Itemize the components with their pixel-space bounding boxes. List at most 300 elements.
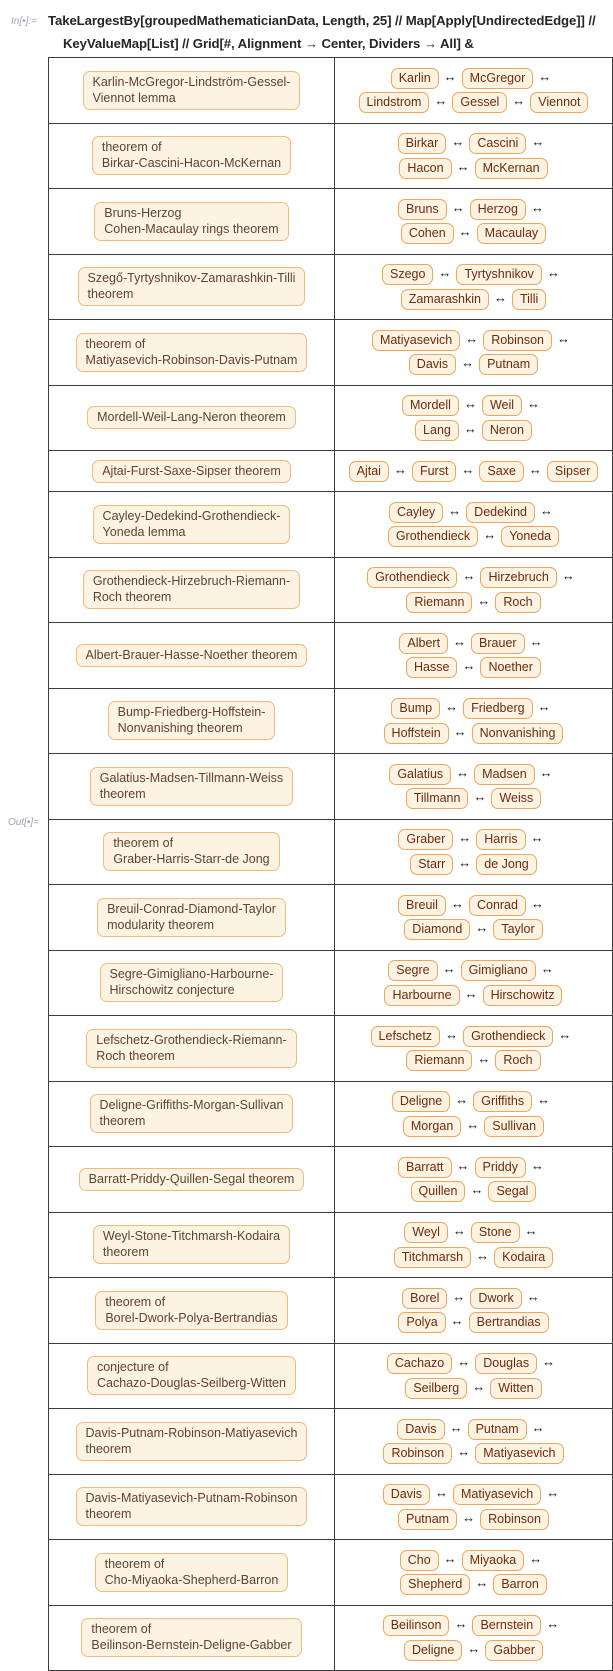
- theorem-line: theorem of: [113, 836, 174, 851]
- theorem-cell: [49, 254, 335, 320]
- mathematician-entity[interactable]: Starr: [410, 854, 453, 875]
- edge-line: [338, 1312, 609, 1333]
- mathematician-entity[interactable]: Borel: [402, 1288, 447, 1309]
- undirected-edge-icon: ↔: [470, 1182, 484, 1197]
- theorem-entity[interactable]: [86, 1029, 296, 1068]
- theorem-entity[interactable]: [87, 406, 296, 429]
- mathematician-entity[interactable]: Beilinson: [383, 1615, 450, 1636]
- undirected-edge-icon: ↔: [456, 158, 470, 174]
- theorem-line: Galatius-Madsen-Tillmann-Weiss: [99, 770, 284, 785]
- theorem-line: Bruns-Herzog: [104, 205, 182, 220]
- mathematician-entity[interactable]: Albert: [399, 633, 448, 654]
- mathematician-entity[interactable]: Matiyasevich: [475, 1443, 563, 1464]
- table-row: [49, 688, 613, 754]
- theorem-cell: [49, 688, 335, 754]
- undirected-edge-icon: ↔: [461, 355, 475, 370]
- mathematician-entity[interactable]: Lindstrom: [359, 92, 430, 113]
- edge-line: [338, 1640, 609, 1661]
- mathematician-entity[interactable]: Davis: [383, 1484, 430, 1505]
- edges-cell: [334, 189, 612, 255]
- undirected-edge-icon: ↔: [512, 93, 526, 108]
- mathematician-entity[interactable]: Diamond: [404, 919, 470, 940]
- undirected-edge-icon: ↔: [448, 502, 462, 518]
- theorem-entity[interactable]: [79, 1168, 305, 1191]
- mathematician-entity[interactable]: McKernan: [475, 158, 548, 179]
- edges-cell: [334, 254, 612, 320]
- edge-line: [338, 1157, 609, 1178]
- edge-line: [338, 895, 609, 916]
- undirected-edge-icon: ↔: [540, 502, 553, 518]
- mathematician-entity[interactable]: Dwork: [470, 1288, 521, 1309]
- edge-line: [338, 960, 609, 981]
- edge-line: [338, 1443, 609, 1464]
- undirected-edge-icon: ↔: [475, 920, 489, 935]
- theorem-entity[interactable]: [92, 136, 291, 175]
- table-row: [49, 58, 613, 124]
- mathematician-entity[interactable]: Cho: [400, 1550, 439, 1571]
- grid-body: [49, 58, 613, 1671]
- undirected-edge-icon: ↔: [530, 830, 544, 845]
- theorem-line: Cho-Miyaoka-Shepherd-Barron: [104, 1572, 279, 1587]
- undirected-edge-icon: ↔: [477, 592, 491, 608]
- mathematician-entity[interactable]: Deligne: [404, 1640, 462, 1661]
- table-row: [49, 1409, 613, 1475]
- mathematician-entity[interactable]: Matiyasevich: [372, 330, 460, 351]
- edge-line: [338, 158, 609, 179]
- undirected-edge-icon: ↔: [526, 1288, 540, 1304]
- theorem-line: Grothendieck-Hirzebruch-Riemann-: [92, 574, 291, 589]
- table-row: [49, 1343, 613, 1409]
- table-row: [49, 385, 613, 451]
- theorem-line: Mordell-Weil-Lang-Neron theorem: [97, 410, 286, 425]
- undirected-edge-icon: ↔: [455, 1092, 469, 1107]
- mathematician-entity[interactable]: Grothendieck: [367, 567, 457, 588]
- input-code-cell[interactable]: [48, 9, 608, 55]
- edges-cell: [334, 1212, 612, 1278]
- theorem-cell: [49, 950, 335, 1016]
- edge-line: [338, 985, 609, 1006]
- table-row: [49, 320, 613, 386]
- theorem-cell: [49, 451, 335, 492]
- edge-line: [338, 919, 609, 940]
- mathematician-entity[interactable]: Riemann: [406, 1050, 472, 1071]
- mathematician-entity[interactable]: Kodaira: [494, 1247, 553, 1268]
- mathematician-entity[interactable]: Barron: [493, 1574, 547, 1595]
- theorem-line: Birkar-Cascini-Hacon-McKernan: [101, 156, 282, 171]
- theorem-entity[interactable]: [95, 1553, 289, 1592]
- theorem-entity[interactable]: [81, 1618, 301, 1657]
- theorem-entity[interactable]: [87, 1356, 296, 1395]
- mathematician-entity[interactable]: Cascini: [469, 133, 526, 154]
- theorem-entity[interactable]: [93, 505, 291, 544]
- theorem-line: Matiyasevich-Robinson-Davis-Putnam: [85, 352, 298, 367]
- theorem-cell: [49, 320, 335, 386]
- mathematician-entity[interactable]: Deligne: [392, 1091, 450, 1112]
- table-row: [49, 819, 613, 885]
- undirected-edge-icon: ↔: [530, 895, 544, 911]
- edges-cell: [334, 123, 612, 189]
- mathematician-entity[interactable]: Noether: [480, 657, 540, 678]
- undirected-edge-icon: ↔: [443, 68, 457, 84]
- table-row: [49, 754, 613, 820]
- theorem-line: Roch theorem: [96, 1048, 175, 1063]
- mathematician-entity[interactable]: Galatius: [389, 764, 451, 785]
- mathematician-entity[interactable]: Tillmann: [406, 788, 469, 809]
- mathematician-entity[interactable]: Nonvanishing: [472, 723, 564, 744]
- mathematician-entity[interactable]: Madsen: [474, 764, 534, 785]
- mathematician-entity[interactable]: Friedberg: [463, 698, 533, 719]
- mathematician-entity[interactable]: Brauer: [471, 633, 525, 654]
- mathematician-entity[interactable]: Karlin: [391, 68, 439, 89]
- theorem-line: Weyl-Stone-Titchmarsh-Kodaira: [102, 1229, 281, 1244]
- edges-cell: [334, 1278, 612, 1344]
- undirected-edge-icon: ↔: [458, 224, 472, 239]
- undirected-edge-icon: ↔: [456, 1157, 470, 1173]
- mathematician-entity[interactable]: Robinson: [483, 330, 552, 351]
- theorem-cell: [49, 1212, 335, 1278]
- edge-line: [338, 1222, 609, 1243]
- mathematician-entity[interactable]: Bernstein: [472, 1615, 541, 1636]
- theorem-cell: [49, 123, 335, 189]
- mathematician-entity[interactable]: Tyrtyshnikov: [456, 264, 541, 285]
- undirected-edge-icon: ↔: [445, 699, 459, 714]
- theorem-cell: [49, 1016, 335, 1082]
- mathematician-entity[interactable]: Weiss: [491, 788, 541, 809]
- undirected-edge-icon: ↔: [529, 1550, 543, 1566]
- theorem-entity[interactable]: [78, 267, 306, 306]
- edge-line: [338, 698, 609, 719]
- edge-line: [338, 788, 609, 809]
- mathematician-entity[interactable]: Yoneda: [501, 526, 559, 547]
- mathematician-entity[interactable]: Cayley: [389, 502, 443, 523]
- mathematician-entity[interactable]: Seilberg: [405, 1378, 467, 1399]
- theorem-line: Nonvanishing theorem: [117, 721, 243, 736]
- mathematician-entity[interactable]: Taylor: [493, 919, 542, 940]
- mathematician-entity[interactable]: Harris: [476, 829, 525, 850]
- mathematician-entity[interactable]: Bump: [391, 698, 440, 719]
- mathematician-entity[interactable]: Herzog: [470, 199, 526, 220]
- mathematician-entity[interactable]: Sipser: [547, 461, 598, 482]
- edge-line: [338, 199, 609, 220]
- undirected-edge-icon: ↔: [531, 134, 545, 149]
- undirected-edge-icon: ↔: [546, 1485, 560, 1500]
- theorem-line: Cayley-Dedekind-Grothendieck-: [102, 508, 281, 523]
- undirected-edge-icon: ↔: [476, 1247, 490, 1263]
- theorem-line: conjecture of: [96, 1360, 169, 1375]
- undirected-edge-icon: ↔: [451, 199, 465, 215]
- edge-line: [338, 223, 609, 244]
- theorem-cell: [49, 1343, 335, 1409]
- theorem-cell: [49, 1409, 335, 1475]
- mathematician-entity[interactable]: Robinson: [480, 1509, 549, 1530]
- theorem-line: theorem of: [101, 140, 162, 155]
- mathematician-entity[interactable]: Viennot: [530, 92, 588, 113]
- mathematician-entity[interactable]: Bruns: [398, 199, 447, 220]
- theorem-entity[interactable]: [76, 333, 308, 372]
- edge-line: [338, 420, 609, 441]
- theorem-entity[interactable]: [92, 460, 291, 483]
- undirected-edge-icon: ↔: [537, 699, 551, 714]
- mathematician-entity[interactable]: Breuil: [398, 895, 446, 916]
- edge-line: [338, 68, 609, 89]
- theorem-cell: [49, 1605, 335, 1671]
- theorem-entity[interactable]: [76, 644, 308, 667]
- undirected-edge-icon: ↔: [473, 789, 487, 804]
- undirected-edge-icon: ↔: [462, 1509, 476, 1525]
- theorem-line: Borel-Dwork-Polya-Bertrandias: [105, 1310, 278, 1325]
- mathematician-entity[interactable]: Harbourne: [384, 985, 459, 1006]
- mathematician-entity[interactable]: Macaulay: [477, 223, 547, 244]
- theorem-entity[interactable]: [94, 202, 288, 241]
- table-row: [49, 123, 613, 189]
- mathematician-entity[interactable]: Neron: [482, 420, 532, 441]
- theorem-entity[interactable]: [83, 570, 300, 609]
- mathematician-entity[interactable]: Douglas: [475, 1353, 537, 1374]
- table-row: [49, 451, 613, 492]
- undirected-edge-icon: ↔: [529, 633, 543, 649]
- table-row: [49, 885, 613, 951]
- edges-cell: [334, 623, 612, 689]
- theorem-line: theorem of: [91, 1622, 152, 1637]
- mathematician-entity[interactable]: Polya: [398, 1312, 445, 1333]
- mathematician-entity[interactable]: Sullivan: [484, 1116, 544, 1137]
- theorem-entity[interactable]: [90, 1094, 294, 1133]
- edge-line: [338, 1574, 609, 1595]
- mathematician-entity[interactable]: Putnam: [398, 1509, 457, 1530]
- edge-line: [338, 133, 609, 154]
- table-row: [49, 1081, 613, 1147]
- table-row: [49, 1605, 613, 1671]
- mathematician-entity[interactable]: Davis: [397, 1419, 444, 1440]
- mathematician-entity[interactable]: Cohen: [401, 223, 454, 244]
- mathematician-entity[interactable]: Riemann: [406, 592, 472, 613]
- undirected-edge-icon: ↔: [453, 633, 467, 649]
- undirected-edge-icon: ↔: [530, 1157, 544, 1173]
- edge-line: [338, 1419, 609, 1440]
- undirected-edge-icon: ↔: [458, 854, 472, 870]
- table-row: [49, 557, 613, 623]
- mathematician-entity[interactable]: Griffiths: [473, 1091, 532, 1112]
- edge-line: [338, 1353, 609, 1374]
- edge-line: [338, 1288, 609, 1309]
- theorem-line: Davis-Putnam-Robinson-Matiyasevich: [85, 1425, 298, 1440]
- mathematician-entity[interactable]: Gabber: [485, 1640, 543, 1661]
- code-line: TakeLargestBy[groupedMathematicianData, Length, 25] // Map[Apply[UndirectedEdge]] //: [48, 13, 596, 28]
- mathematician-entity[interactable]: Robinson: [383, 1443, 452, 1464]
- edges-cell: [334, 1409, 612, 1475]
- mathematician-entity[interactable]: Davis: [409, 354, 456, 375]
- table-row: [49, 1016, 613, 1082]
- undirected-edge-icon: ↔: [464, 985, 478, 1001]
- theorem-entity[interactable]: [76, 1487, 308, 1526]
- mathematician-entity[interactable]: Gessel: [452, 92, 507, 113]
- table-row: [49, 189, 613, 255]
- mathematician-entity[interactable]: Hirschowitz: [483, 985, 563, 1006]
- theorem-line: Cachazo-Douglas-Seilberg-Witten: [96, 1376, 286, 1391]
- theorem-cell: [49, 623, 335, 689]
- edge-line: [338, 657, 609, 678]
- theorem-line: Yoneda lemma: [102, 524, 186, 539]
- mathematician-entity[interactable]: Miyaoka: [462, 1550, 525, 1571]
- undirected-edge-icon: ↔: [434, 93, 448, 108]
- mathematician-entity[interactable]: Conrad: [469, 895, 526, 916]
- table-row: [49, 1474, 613, 1540]
- undirected-edge-icon: ↔: [465, 330, 479, 346]
- undirected-edge-icon: ↔: [443, 1550, 457, 1566]
- edge-line: [338, 1091, 609, 1112]
- mathematician-entity[interactable]: Stone: [471, 1222, 520, 1243]
- mathematician-entity[interactable]: Putnam: [468, 1419, 527, 1440]
- theorem-line: Cohen-Macaulay rings theorem: [104, 221, 279, 236]
- mathematician-entity[interactable]: Lang: [415, 420, 459, 441]
- edges-cell: [334, 1016, 612, 1082]
- mathematician-entity[interactable]: Roch: [495, 592, 540, 613]
- edge-line: [338, 92, 609, 113]
- edges-cell: [334, 754, 612, 820]
- theorem-line: theorem: [85, 1507, 132, 1522]
- edge-line: [338, 1026, 609, 1047]
- theorem-line: Karlin-McGregor-Lindström-Gessel-: [92, 74, 291, 89]
- edges-cell: [334, 557, 612, 623]
- theorem-line: modularity theorem: [107, 917, 215, 932]
- theorem-cell: [49, 1278, 335, 1344]
- theorem-entity[interactable]: [90, 767, 293, 806]
- edge-line: [338, 1181, 609, 1202]
- theorem-line: theorem: [99, 786, 146, 801]
- edges-cell: [334, 950, 612, 1016]
- edges-cell: [334, 385, 612, 451]
- mathematician-entity[interactable]: McGregor: [462, 68, 534, 89]
- out-cell-label: Out[•]=: [8, 817, 40, 828]
- mathematician-entity[interactable]: Ajtai: [349, 461, 389, 482]
- edges-cell: [334, 1081, 612, 1147]
- edge-line: [338, 1615, 609, 1636]
- undirected-edge-icon: ↔: [539, 764, 553, 780]
- mathematician-entity[interactable]: Dedekind: [466, 502, 535, 523]
- mathematician-entity[interactable]: Furst: [412, 461, 456, 482]
- undirected-edge-icon: ↔: [450, 1313, 464, 1328]
- undirected-edge-icon: ↔: [454, 1616, 468, 1631]
- table-row: [49, 1147, 613, 1213]
- edge-line: [338, 264, 609, 285]
- undirected-edge-icon: ↔: [466, 1116, 480, 1132]
- edges-cell: [334, 885, 612, 951]
- mathematician-entity[interactable]: Mordell: [402, 395, 459, 416]
- table-row: [49, 1540, 613, 1606]
- mathematician-entity[interactable]: Putnam: [479, 354, 538, 375]
- theorem-cell: [49, 1081, 335, 1147]
- edges-cell: [334, 1540, 612, 1606]
- mathematician-entity[interactable]: Hasse: [406, 657, 457, 678]
- edge-line: [338, 330, 609, 351]
- mathematician-entity[interactable]: Birkar: [398, 133, 447, 154]
- edge-line: [338, 1550, 609, 1571]
- mathematician-entity[interactable]: Witten: [490, 1378, 541, 1399]
- theorem-entity[interactable]: [83, 71, 301, 110]
- theorem-line: Albert-Brauer-Hasse-Noether theorem: [85, 647, 298, 662]
- theorem-entity[interactable]: [93, 1225, 290, 1264]
- mathematician-entity[interactable]: Zamarashkin: [401, 289, 489, 310]
- theorem-cell: [49, 1474, 335, 1540]
- edge-line: [338, 854, 609, 875]
- mathematician-entity[interactable]: Priddy: [475, 1157, 526, 1178]
- theorem-entity[interactable]: [108, 701, 276, 740]
- mathematician-entity[interactable]: Cachazo: [387, 1353, 452, 1374]
- mathematician-entity[interactable]: Grothendieck: [463, 1026, 553, 1047]
- undirected-edge-icon: ↔: [530, 199, 544, 215]
- edge-line: [338, 461, 609, 482]
- mathematician-entity[interactable]: de Jong: [476, 854, 536, 875]
- mathematician-entity[interactable]: Gimigliano: [461, 960, 536, 981]
- mathematician-entity[interactable]: Weil: [482, 395, 522, 416]
- table-row: [49, 950, 613, 1016]
- mathematician-entity[interactable]: Titchmarsh: [394, 1247, 471, 1268]
- mathematician-entity[interactable]: Quillen: [411, 1181, 466, 1202]
- mathematician-entity[interactable]: Morgan: [403, 1116, 461, 1137]
- mathematician-entity[interactable]: Lefschetz: [371, 1026, 441, 1047]
- edges-cell: [334, 1343, 612, 1409]
- edge-line: [338, 1247, 609, 1268]
- theorem-entity[interactable]: [100, 963, 284, 1002]
- mathematician-entity[interactable]: Shepherd: [400, 1574, 470, 1595]
- edge-line: [338, 723, 609, 744]
- edges-cell: [334, 492, 612, 558]
- edge-line: [338, 1116, 609, 1137]
- theorem-line: Breuil-Conrad-Diamond-Taylor: [107, 901, 276, 916]
- mathematician-entity[interactable]: Szego: [382, 264, 433, 285]
- mathematician-entity[interactable]: Tilli: [512, 289, 546, 310]
- mathematician-entity[interactable]: Matiyasevich: [453, 1484, 541, 1505]
- edges-cell: [334, 1147, 612, 1213]
- mathematician-entity[interactable]: Barratt: [398, 1157, 452, 1178]
- undirected-edge-icon: ↔: [531, 1419, 545, 1435]
- undirected-edge-icon: ↔: [542, 1354, 556, 1369]
- mathematician-entity[interactable]: Hacon: [399, 158, 451, 179]
- mathematician-entity[interactable]: Saxe: [479, 461, 524, 482]
- code-line: KeyValueMap[List] // Grid[#, Alignment → Center, Dividers → All] &: [63, 36, 474, 51]
- theorem-entity[interactable]: [76, 1422, 308, 1461]
- theorem-entity[interactable]: [97, 898, 286, 937]
- mathematician-entity[interactable]: Graber: [398, 829, 453, 850]
- undirected-edge-icon: ↔: [546, 1616, 560, 1631]
- theorem-line: Beilinson-Bernstein-Deligne-Gabber: [91, 1638, 292, 1653]
- mathematician-entity[interactable]: Hoffstein: [384, 723, 449, 744]
- theorem-entity[interactable]: [95, 1291, 287, 1330]
- table-row: [49, 492, 613, 558]
- theorem-line: theorem: [102, 1245, 149, 1260]
- undirected-edge-icon: ↔: [538, 68, 552, 84]
- mathematician-entity[interactable]: Bertrandias: [469, 1312, 549, 1333]
- theorem-cell: [49, 754, 335, 820]
- theorem-line: Szegő-Tyrtyshnikov-Zamarashkin-Tilli: [87, 271, 296, 286]
- theorem-cell: [49, 885, 335, 951]
- theorem-line: theorem of: [85, 336, 146, 351]
- edge-line: [338, 567, 609, 588]
- mathematician-entity[interactable]: Weyl: [404, 1222, 448, 1243]
- mathematician-entity[interactable]: Hirzebruch: [480, 567, 556, 588]
- undirected-edge-icon: ↔: [452, 1288, 466, 1304]
- edges-cell: [334, 1474, 612, 1540]
- mathematician-entity[interactable]: Segal: [488, 1181, 536, 1202]
- mathematician-entity[interactable]: Segre: [388, 960, 437, 981]
- mathematician-entity[interactable]: Grothendieck: [388, 526, 478, 547]
- theorem-line: theorem: [87, 287, 134, 302]
- output-grid: [48, 57, 613, 1671]
- mathematician-entity[interactable]: Roch: [495, 1050, 540, 1071]
- theorem-entity[interactable]: [103, 832, 279, 871]
- table-row: [49, 254, 613, 320]
- theorem-line: Lefschetz-Grothendieck-Riemann-: [96, 1032, 287, 1047]
